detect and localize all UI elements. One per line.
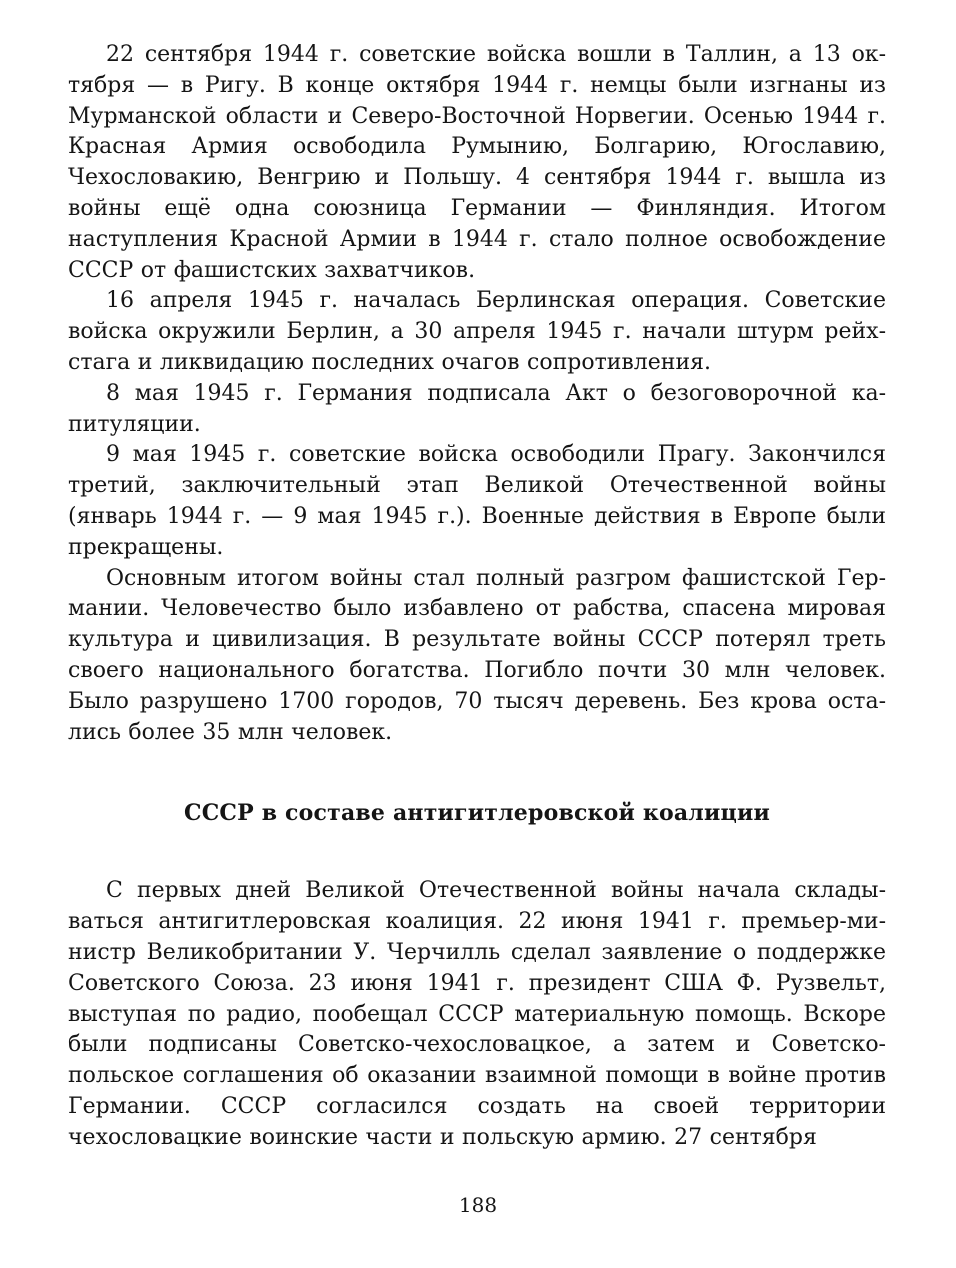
paragraph-prague-liberation: 9 мая 1945 г. советские войска освободили Прагу. Закончился третий, заключительный этап Великой Отечественной войны (январь 1944 г. — 9 мая 1945 г.). Военные действия в Европе были прекращены. (68, 442, 886, 560)
paragraph-1944-offensive: 22 сентября 1944 г. советские войска вошли в Таллин, а 13 октября — в Ригу. В конце октября 1944 г. немцы были изгнаны из Мурманской области и Северо-Восточной Норвегии. Осенью 1944 г. Красная Армия освободила Румынию, Болгарию, Югославию, Чехословакию, Венгрию и Польшу. 4 сентября 1944 г. вышла из войны ещё одна союзница Германии — Финляндия. Итогом наступления Красной Армии в 1944 г. стало полное освобождение СССР от фашистских захватчиков. (68, 42, 886, 283)
page-number: 188 (458, 1193, 498, 1217)
paragraph-capitulation: 8 мая 1945 г. Германия подписала Акт о безоговорочной капитуляции. (68, 380, 886, 437)
paragraph-berlin-operation: 16 апреля 1945 г. началась Берлинская операция. Советские войска окружили Берлин, а 30 апреля 1945 г. начали штурм рейхстага и ликвидацию последних очагов сопротивления. (68, 288, 886, 375)
paragraph-coalition: С первых дней Великой Отечественной войны начала складываться антигитлеровская коалиция. 22 июня 1941 г. премьер-министр Великобритании У. Черчилль сделал заявление о поддержке Советского Союза. 23 июня 1941 г. президент США Ф. Рузвельт, выступая по радио, пообещал СССР материальную помощь. Вскоре были подписаны Советско-чехословацкое, а затем и Советско-польское соглашения об оказании взаимной помощи в войне против Германии. СССР согласился создать на своей территории чехословацкие воинские части и польскую армию. 27 сентября (68, 878, 886, 1150)
paragraph-war-results: Основным итогом войны стал полный разгром фашистской Германии. Человечество было избавлено от рабства, спасена мировая культура и цивилизация. В результате войны СССР потерял треть своего национального богатства. Погибло почти 30 млн человек. Было разрушено 1700 городов, 70 тысяч деревень. Без крова остались более 35 млн человек. (68, 565, 886, 745)
page-body (68, 40, 886, 1154)
section-heading: СССР в составе антигитлеровской коалиции (183, 800, 771, 827)
